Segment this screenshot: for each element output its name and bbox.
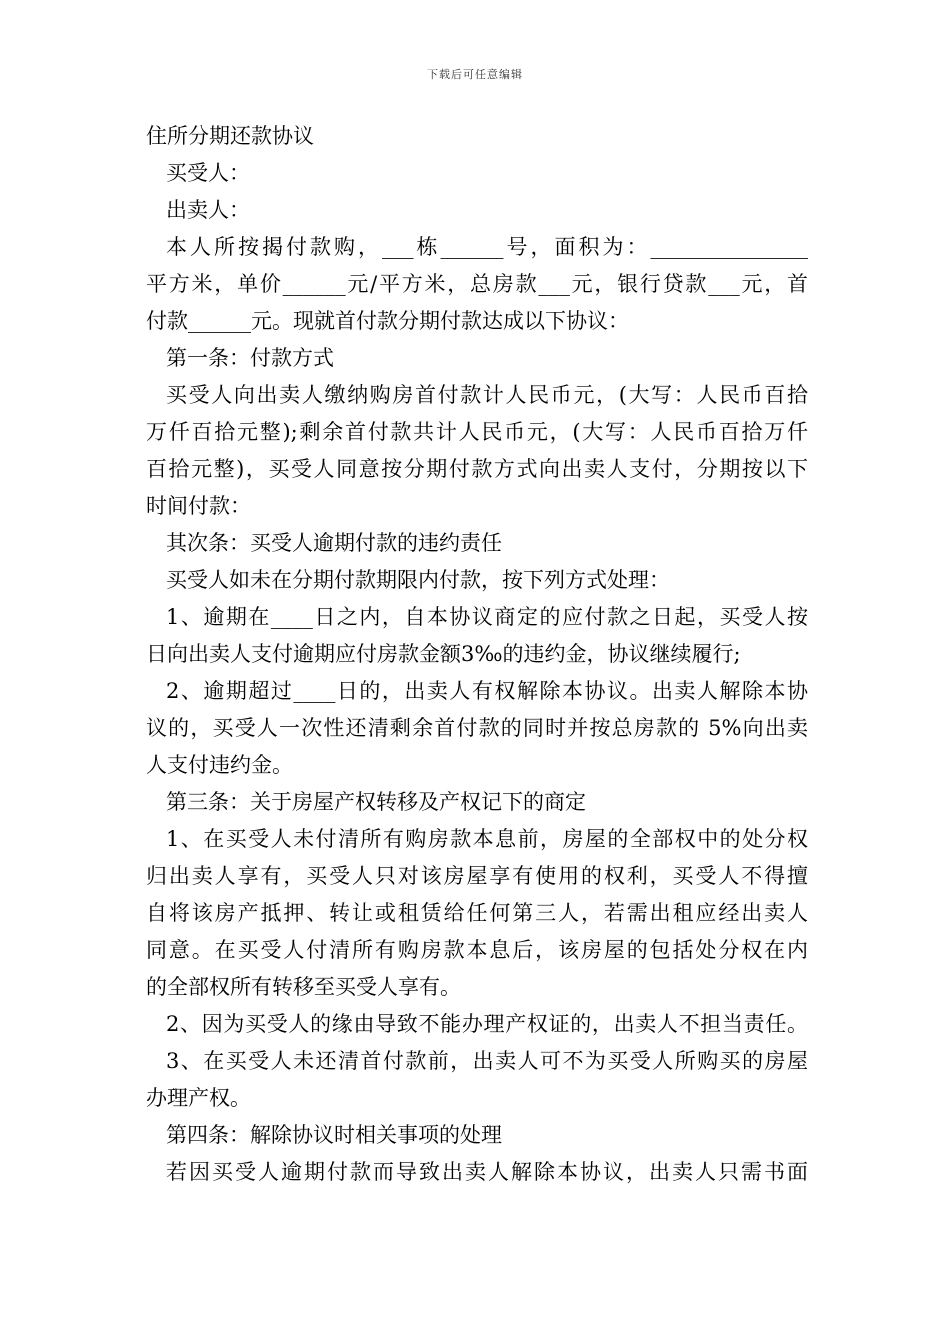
document-line: 平方米，单价______元/平方米，总房款___元，银行贷款___元，首 xyxy=(146,272,808,296)
document-line: 其次条：买受人逾期付款的违约责任 xyxy=(166,531,502,555)
document-line: 的全部权所有转移至买受人享有。 xyxy=(146,975,461,999)
document-line: 买受人如未在分期付款期限内付款，按下列方式处理： xyxy=(166,568,670,592)
document-line: 第三条：关于房屋产权转移及产权记下的商定 xyxy=(166,790,586,814)
document-line: 第一条：付款方式 xyxy=(166,346,334,370)
document-line: 买受人向出卖人缴纳购房首付款计人民币元，(大写：人民币百拾 xyxy=(166,383,808,407)
document-line: 万仟百拾元整);剩余首付款共计人民币元，(大写：人民币百拾万仟 xyxy=(146,420,808,444)
document-line: 若因买受人逾期付款而导致出卖人解除本协议，出卖人只需书面 xyxy=(166,1160,808,1184)
document-line: 归出卖人享有，买受人只对该房屋享有使用的权利，买受人不得擅 xyxy=(146,864,808,888)
document-line: 付款______元。现就首付款分期付款达成以下协议： xyxy=(146,309,629,333)
document-line: 3、在买受人未还清首付款前，出卖人可不为买受人所购买的房屋 xyxy=(166,1049,808,1073)
document-line: 1、逾期在____日之内，自本协议商定的应付款之日起，买受人按 xyxy=(166,605,808,629)
document-lines xyxy=(146,155,808,1191)
document-title: 住所分期还款协议 xyxy=(146,124,314,148)
document-line: 人支付违约金。 xyxy=(146,753,293,777)
document-line: 自将该房产抵押、转让或租赁给任何第三人，若需出租应经出卖人 xyxy=(146,901,808,925)
document-line: 第四条：解除协议时相关事项的处理 xyxy=(166,1123,502,1147)
document-line: 2、因为买受人的缘由导致不能办理产权证的，出卖人不担当责任。 xyxy=(166,1012,808,1036)
document-line: 同意。在买受人付清所有购房款本息后，该房屋的包括处分权在内 xyxy=(146,938,808,962)
document-line: 2、逾期超过____日的，出卖人有权解除本协议。出卖人解除本协 xyxy=(166,679,808,703)
document-body xyxy=(146,118,808,1191)
document-line: 百拾元整)，买受人同意按分期付款方式向出卖人支付，分期按以下 xyxy=(146,457,808,481)
header-note: 下载后可任意编辑 xyxy=(427,68,523,81)
document-line: 议的，买受人一次性还清剩余首付款的同时并按总房款的 5%向出卖 xyxy=(146,716,808,740)
document-line: 1、在买受人未付清所有购房款本息前，房屋的全部权中的处分权 xyxy=(166,827,808,851)
document-line: 本人所按揭付款购，___栋______号，面积为：_______________ xyxy=(166,235,808,259)
document-line: 买受人： xyxy=(166,161,250,185)
document-line: 办理产权。 xyxy=(146,1086,251,1110)
document-line: 时间付款： xyxy=(146,494,251,518)
document-line: 出卖人： xyxy=(166,198,250,222)
document-line: 日向出卖人支付逾期应付房款金额3‰的违约金，协议继续履行; xyxy=(146,642,741,666)
